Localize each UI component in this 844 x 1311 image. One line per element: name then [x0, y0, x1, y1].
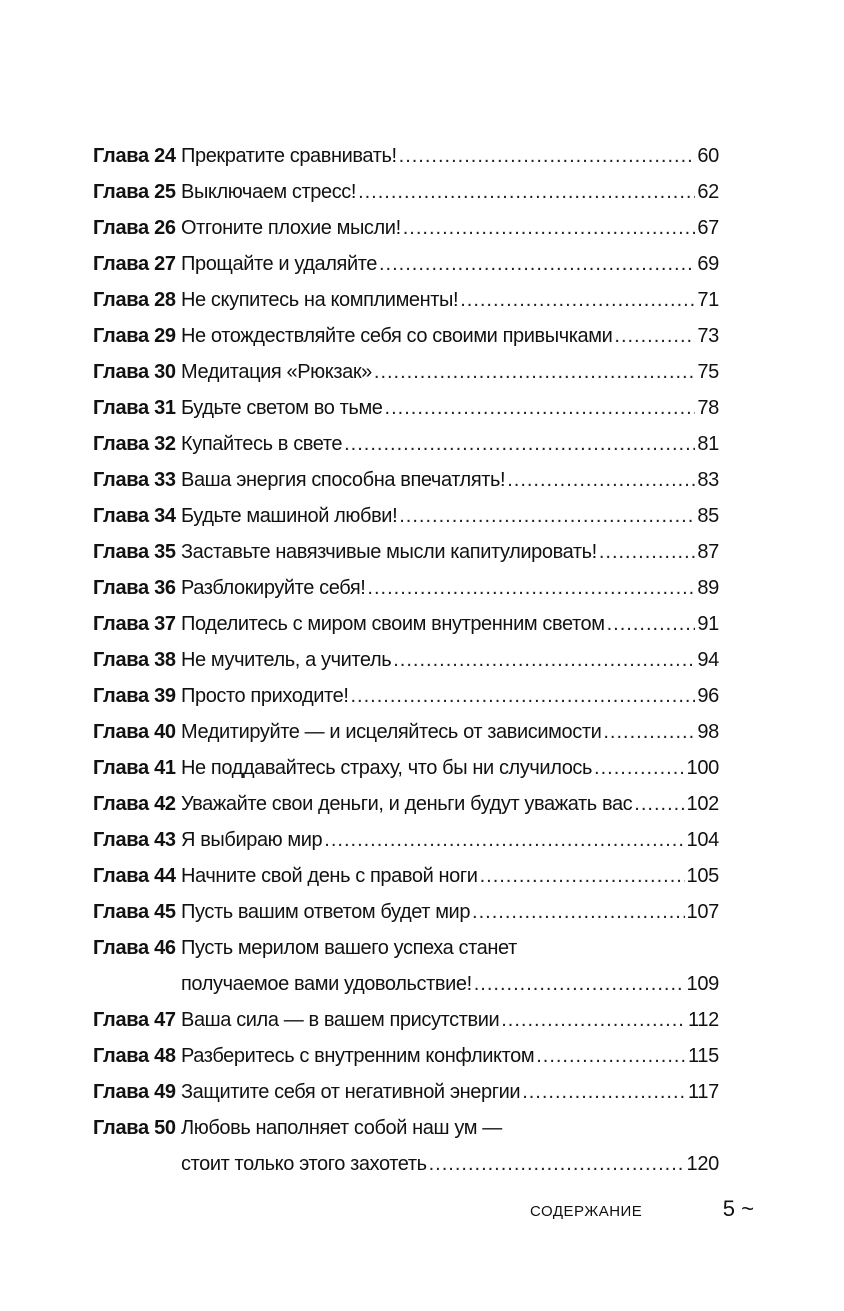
toc-leader-dots [522, 1074, 686, 1110]
toc-entry [93, 750, 719, 786]
toc-title: Разберитесь с внутренним конфликтом [181, 1045, 535, 1067]
toc-leader-dots [536, 1038, 686, 1074]
toc-title: Прекратите сравнивать! [181, 145, 397, 167]
toc-entry [93, 246, 719, 282]
toc-chapter-label: Глава 47 [93, 1009, 176, 1031]
toc-page-number: 100 [686, 757, 719, 779]
toc-entry [93, 1002, 719, 1038]
toc-title: Пусть мерилом вашего успеха станет [181, 937, 517, 959]
table-of-contents [93, 138, 719, 1182]
toc-title: Поделитесь с миром своим внутренним светом [181, 613, 605, 635]
toc-title: Начните свой день с правой ноги [181, 865, 478, 887]
toc-entry [93, 786, 719, 822]
toc-chapter-label: Глава 45 [93, 901, 176, 923]
toc-leader-dots [374, 354, 695, 390]
toc-title: Защитите себя от негативной энергии [181, 1081, 521, 1103]
toc-page-number: 102 [686, 793, 719, 815]
toc-page-number: 120 [686, 1153, 719, 1175]
toc-entry-body [181, 1038, 719, 1074]
toc-leader-dots [379, 246, 695, 282]
toc-leader-dots [614, 318, 695, 354]
toc-chapter-label: Глава 29 [93, 325, 176, 347]
toc-title: Разблокируйте себя! [181, 577, 366, 599]
toc-entry-line [181, 534, 719, 570]
toc-title: Просто приходите! [181, 685, 349, 707]
toc-entry-line [181, 606, 719, 642]
toc-leader-dots [393, 642, 695, 678]
toc-chapter-label: Глава 33 [93, 469, 176, 491]
footer-page-number: 5 ~ [722, 1196, 754, 1221]
toc-title: получаемое вами удовольствие! [181, 973, 472, 995]
toc-title: Заставьте навязчивые мысли капитулировать! [181, 541, 597, 563]
toc-chapter-label: Глава 25 [93, 181, 176, 203]
toc-chapter-label: Глава 44 [93, 865, 176, 887]
toc-chapter-label: Глава 40 [93, 721, 176, 743]
toc-entry-line [181, 930, 719, 966]
toc-entry-line [181, 174, 719, 210]
toc-title: Уважайте свои деньги, и деньги будут уважать вас [181, 793, 633, 815]
toc-chapter-label: Глава 42 [93, 793, 176, 815]
toc-leader-dots [634, 786, 684, 822]
toc-entry-line [181, 894, 719, 930]
toc-entry-line [181, 498, 719, 534]
toc-page-number: 83 [697, 469, 719, 491]
toc-entry-body [181, 714, 719, 750]
toc-chapter-label: Глава 43 [93, 829, 176, 851]
toc-leader-dots [472, 894, 684, 930]
toc-entry-body [181, 570, 719, 606]
toc-leader-dots [429, 1146, 685, 1182]
toc-title: Ваша энергия способна впечатлять! [181, 469, 506, 491]
toc-entry-body [181, 390, 719, 426]
toc-leader-dots [385, 390, 696, 426]
toc-chapter-label: Глава 35 [93, 541, 176, 563]
toc-entry [93, 390, 719, 426]
toc-title: Я выбираю мир [181, 829, 323, 851]
toc-leader-dots [399, 498, 695, 534]
toc-leader-dots [594, 750, 684, 786]
toc-entry [93, 318, 719, 354]
toc-entry-body [181, 858, 719, 894]
toc-entry-line [181, 390, 719, 426]
toc-title: Не отождествляйте себя со своими привычками [181, 325, 613, 347]
toc-entry-body [181, 1110, 719, 1182]
toc-entry [93, 858, 719, 894]
toc-leader-dots [358, 174, 695, 210]
toc-entry-body [181, 138, 719, 174]
toc-chapter-label: Глава 31 [93, 397, 176, 419]
toc-title: Пусть вашим ответом будет мир [181, 901, 471, 923]
toc-entry-body [181, 210, 719, 246]
toc-entry [93, 282, 719, 318]
toc-entry [93, 534, 719, 570]
toc-page-number: 105 [686, 865, 719, 887]
toc-entry-line [181, 786, 719, 822]
toc-page-number: 67 [697, 217, 719, 239]
toc-entry-body [181, 642, 719, 678]
toc-page-number: 115 [688, 1045, 719, 1067]
toc-title: Медитация «Рюкзак» [181, 361, 372, 383]
toc-entry-body [181, 462, 719, 498]
toc-entry [93, 642, 719, 678]
toc-leader-dots [501, 1002, 686, 1038]
footer-section-title: СОДЕРЖАНИЕ [530, 1203, 643, 1220]
toc-entry [93, 354, 719, 390]
toc-entry-body [181, 318, 719, 354]
toc-entry-line [181, 138, 719, 174]
toc-entry [93, 498, 719, 534]
toc-entry-body [181, 930, 719, 1002]
toc-page-number: 81 [697, 433, 719, 455]
toc-title: Прощайте и удаляйте [181, 253, 377, 275]
toc-leader-dots [399, 138, 696, 174]
toc-page-number: 78 [697, 397, 719, 419]
toc-chapter-label: Глава 50 [93, 1117, 176, 1139]
toc-leader-dots [480, 858, 685, 894]
toc-title: Отгоните плохие мысли! [181, 217, 401, 239]
toc-entry-body [181, 174, 719, 210]
toc-entry-body [181, 606, 719, 642]
toc-title: стоит только этого захотеть [181, 1153, 427, 1175]
toc-page-number: 109 [686, 973, 719, 995]
toc-entry-line [181, 570, 719, 606]
toc-page-number: 85 [697, 505, 719, 527]
toc-leader-dots [324, 822, 684, 858]
toc-chapter-label: Глава 27 [93, 253, 176, 275]
toc-chapter-label: Глава 38 [93, 649, 176, 671]
toc-chapter-label: Глава 36 [93, 577, 176, 599]
toc-chapter-label: Глава 28 [93, 289, 176, 311]
toc-entry [93, 822, 719, 858]
toc-page-number: 87 [697, 541, 719, 563]
toc-entry-line [181, 642, 719, 678]
toc-entry-body [181, 1074, 719, 1110]
toc-entry-line [181, 210, 719, 246]
toc-entry-body [181, 354, 719, 390]
toc-entry-line [181, 1002, 719, 1038]
toc-leader-dots [474, 966, 685, 1002]
toc-chapter-label: Глава 48 [93, 1045, 176, 1067]
toc-entry-body [181, 678, 719, 714]
toc-chapter-label: Глава 41 [93, 757, 176, 779]
toc-entry-line [181, 822, 719, 858]
toc-entry-line [181, 678, 719, 714]
toc-page-number: 112 [688, 1009, 719, 1031]
toc-leader-dots [367, 570, 695, 606]
toc-entry [93, 930, 719, 1002]
toc-entry [93, 714, 719, 750]
toc-title: Любовь наполняет собой наш ум — [181, 1117, 502, 1139]
toc-page-number: 104 [686, 829, 719, 851]
toc-entry-line [181, 750, 719, 786]
toc-entry-line [181, 318, 719, 354]
toc-chapter-label: Глава 37 [93, 613, 176, 635]
toc-chapter-label: Глава 46 [93, 937, 176, 959]
toc-page-number: 69 [697, 253, 719, 275]
toc-entry-line [181, 1110, 719, 1146]
toc-entry [93, 462, 719, 498]
toc-entry-line [181, 714, 719, 750]
toc-chapter-label: Глава 34 [93, 505, 176, 527]
toc-entry [93, 570, 719, 606]
toc-entry [93, 1110, 719, 1182]
toc-entry-body [181, 426, 719, 462]
toc-entry-line [181, 282, 719, 318]
toc-title: Ваша сила — в вашем присутствии [181, 1009, 500, 1031]
toc-entry-line [181, 246, 719, 282]
toc-title: Выключаем стресс! [181, 181, 357, 203]
toc-leader-dots [344, 426, 695, 462]
toc-page-number: 62 [697, 181, 719, 203]
toc-page-number: 73 [697, 325, 719, 347]
toc-entry-body [181, 498, 719, 534]
toc-entry-body [181, 282, 719, 318]
toc-leader-dots [599, 534, 696, 570]
toc-leader-dots [350, 678, 695, 714]
toc-title: Не скупитесь на комплименты! [181, 289, 459, 311]
toc-entry-line [181, 1146, 719, 1182]
toc-title: Не поддавайтесь страху, что бы ни случилось [181, 757, 593, 779]
toc-entry [93, 1038, 719, 1074]
toc-leader-dots [607, 606, 696, 642]
toc-entry-body [181, 534, 719, 570]
toc-entry-body [181, 750, 719, 786]
toc-page-number: 89 [697, 577, 719, 599]
toc-leader-dots [507, 462, 695, 498]
toc-page-number: 96 [697, 685, 719, 707]
toc-entry-body [181, 822, 719, 858]
toc-leader-dots [460, 282, 695, 318]
toc-entry [93, 138, 719, 174]
toc-title: Медитируйте — и исцеляйтесь от зависимости [181, 721, 602, 743]
toc-leader-dots [403, 210, 696, 246]
toc-page-number: 107 [686, 901, 719, 923]
toc-title: Не мучитель, а учитель [181, 649, 392, 671]
toc-entry-line [181, 426, 719, 462]
toc-chapter-label: Глава 24 [93, 145, 176, 167]
toc-entry [93, 426, 719, 462]
toc-entry [93, 894, 719, 930]
toc-entry-line [181, 1038, 719, 1074]
toc-page-number: 98 [697, 721, 719, 743]
toc-entry [93, 678, 719, 714]
toc-entry-body [181, 786, 719, 822]
toc-entry-body [181, 1002, 719, 1038]
toc-entry-line [181, 966, 719, 1002]
toc-entry [93, 210, 719, 246]
toc-entry-line [181, 1074, 719, 1110]
toc-entry-body [181, 246, 719, 282]
toc-title: Купайтесь в свете [181, 433, 343, 455]
toc-page-number: 71 [697, 289, 719, 311]
toc-chapter-label: Глава 26 [93, 217, 176, 239]
toc-entry [93, 606, 719, 642]
page-footer [530, 1196, 754, 1226]
toc-page-number: 60 [697, 145, 719, 167]
toc-chapter-label: Глава 32 [93, 433, 176, 455]
toc-title: Будьте светом во тьме [181, 397, 383, 419]
toc-entry-line [181, 858, 719, 894]
toc-chapter-label: Глава 39 [93, 685, 176, 707]
toc-leader-dots [603, 714, 695, 750]
toc-page-number: 91 [697, 613, 719, 635]
toc-chapter-label: Глава 30 [93, 361, 176, 383]
toc-page-number: 117 [688, 1081, 719, 1103]
toc-page-number: 94 [697, 649, 719, 671]
toc-page-number: 75 [697, 361, 719, 383]
toc-entry-line [181, 462, 719, 498]
toc-title: Будьте машиной любви! [181, 505, 398, 527]
toc-entry [93, 1074, 719, 1110]
toc-chapter-label: Глава 49 [93, 1081, 176, 1103]
toc-entry [93, 174, 719, 210]
toc-entry-line [181, 354, 719, 390]
toc-entry-body [181, 894, 719, 930]
